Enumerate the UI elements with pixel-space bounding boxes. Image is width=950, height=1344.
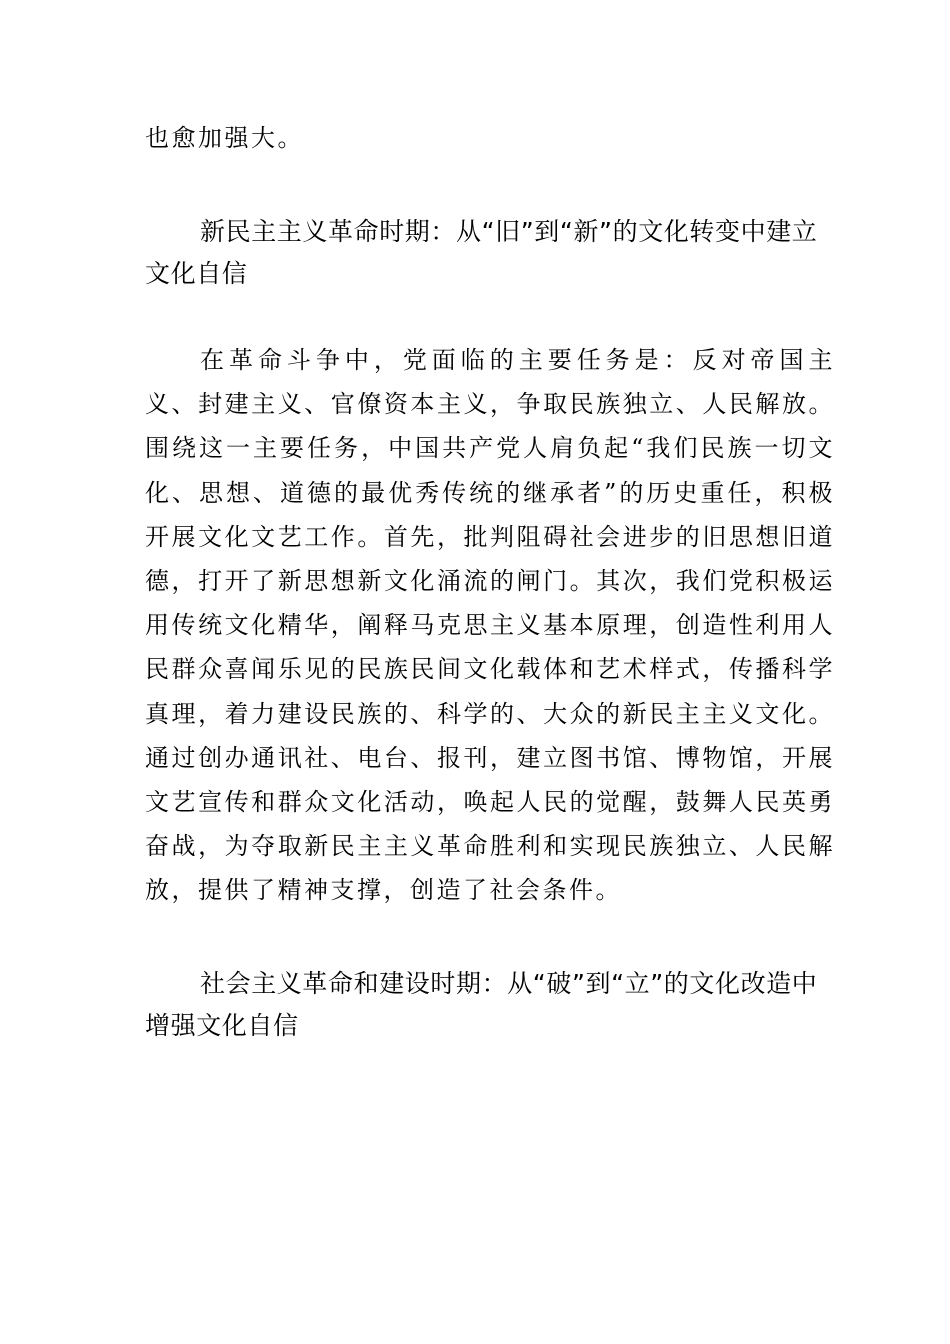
section-heading-socialist-revolution: 社会主义革命和建设时期：从“破”到“立”的文化改造中增强文化自信 — [145, 969, 818, 1040]
section-paragraph-new-democratic-revolution: 在革命斗争中，党面临的主要任务是：反对帝国主义、封建主义、官僚资本主义，争取民族独立、人民解放。围绕这一主要任务，中国共产党人肩负起“我们民族一切文化、思想、道德的最优秀传统的继承者”的历史重任，积极开展文化文艺工作。首先，批判阻碍社会进步的旧思想旧道德，打开了新思想新文化涌流的闸门。其次，我们党积极运用传统文化精华，阐释马克思主义基本原理，创造性利用人民群众喜闻乐见的民族民间文化载体和艺术样式，传播科学真理，着力建设民族的、科学的、大众的新民主主义文化。通过创办通讯社、电台、报刊，建立图书馆、博物馆，开展文艺宣传和群众文化活动，唤起人民的觉醒，鼓舞人民英勇奋战，为夺取新民主主义革命胜利和实现民族独立、人民解放，提供了精神支撑，创造了社会条件。 — [145, 346, 835, 905]
continuation-text: 也愈加强大。 — [145, 124, 304, 152]
section-heading-new-democratic-revolution: 新民主主义革命时期：从“旧”到“新”的文化转变中建立文化自信 — [145, 217, 818, 288]
